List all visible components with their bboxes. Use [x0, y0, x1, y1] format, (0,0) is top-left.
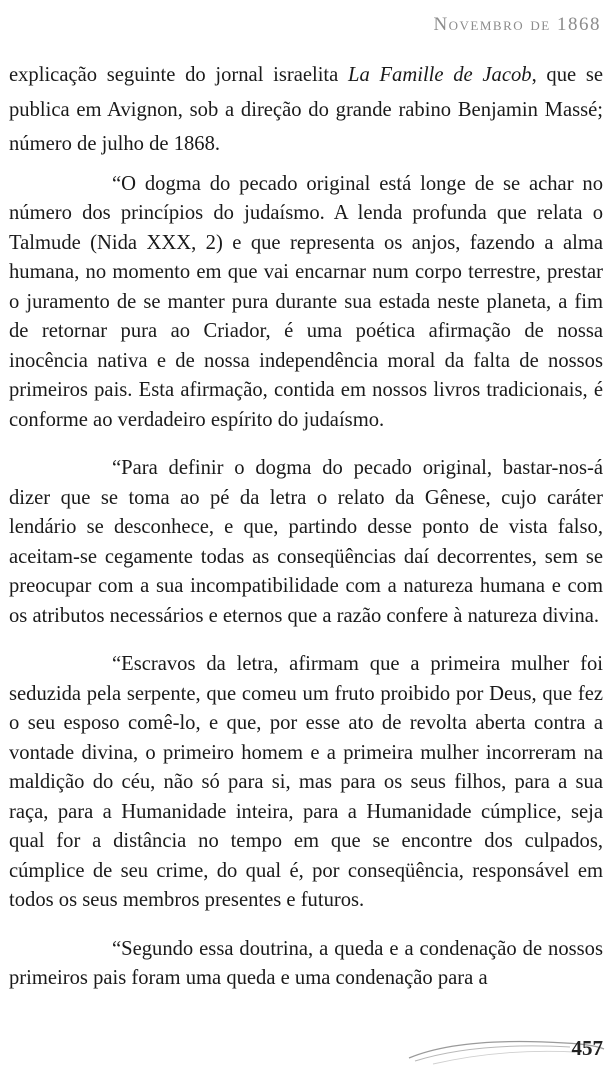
paragraph-3: “Para definir o dogma do pecado original, bastar-nos-á dizer que se toma ao pé da letra o relato da Gênese, cujo caráter lendário se desconhece, e que, partindo desse ponto de vista falso, aceitam-se cegamente todas as conseqüências daí decorrentes, sem se preocupar com a sua incompatibilidade com a natureza humana e com os atributos necessários e eternos que a razão confere à natureza divina. — [9, 457, 603, 627]
page-footer — [405, 1034, 611, 1069]
page-number: 457 — [571, 1036, 603, 1060]
paragraph-1 — [9, 58, 603, 162]
paragraph-4: “Escravos da letra, afirmam que a primeira mulher foi seduzida pela serpente, que comeu um fruto proibido por Deus, que fez o seu esposo comê-lo, e que, por esse ato de revolta aberta contra a vontade divina, o primeiro homem e a primeira mulher incorreram na maldição do céu, não só para si, mas para os seus filhos, para a sua raça, para a Humanidade inteira, para a Humanidade cúmplice, seja qual for a distância no tempo em que se encontre dos culpados, cúmplice de seu crime, do qual é, por conseqüência, responsável em todos os seus membros presentes e futuros. — [9, 653, 603, 911]
running-head: Novembro de 1868 — [433, 14, 601, 35]
paragraph-1-start: explicação seguinte do jornal israelita — [9, 64, 349, 86]
paragraph-2: “O dogma do pecado original está longe de se achar no número dos princípios do judaísmo. A lenda profunda que relata o Talmude (Nida XXX, 2) e que representa os anjos, fazendo a alma humana, no momento em que vai encarnar num corpo terrestre, prestar o juramento de se manter pura durante sua estada neste planeta, a fim de retornar pura ao Criador, é uma poética afirmação de nossa inocência nativa e de nossa independência moral da falta de nossos primeiros pais. Esta afirmação, contida em nossos livros tradicionais, é conforme ao verdadeiro espírito do judaísmo. — [9, 172, 603, 431]
journal-title: La Famille de Jacob — [348, 64, 532, 86]
paragraph-5: “Segundo essa doutrina, a queda e a condenação de nossos primeiros pais foram uma queda e uma condenação para a — [9, 937, 603, 989]
paragraph-1-end: , que se publica em Avignon, sob a direção do grande rabino Benjamin Massé; número de julho de 1868. — [9, 64, 604, 155]
body-text — [9, 58, 603, 994]
